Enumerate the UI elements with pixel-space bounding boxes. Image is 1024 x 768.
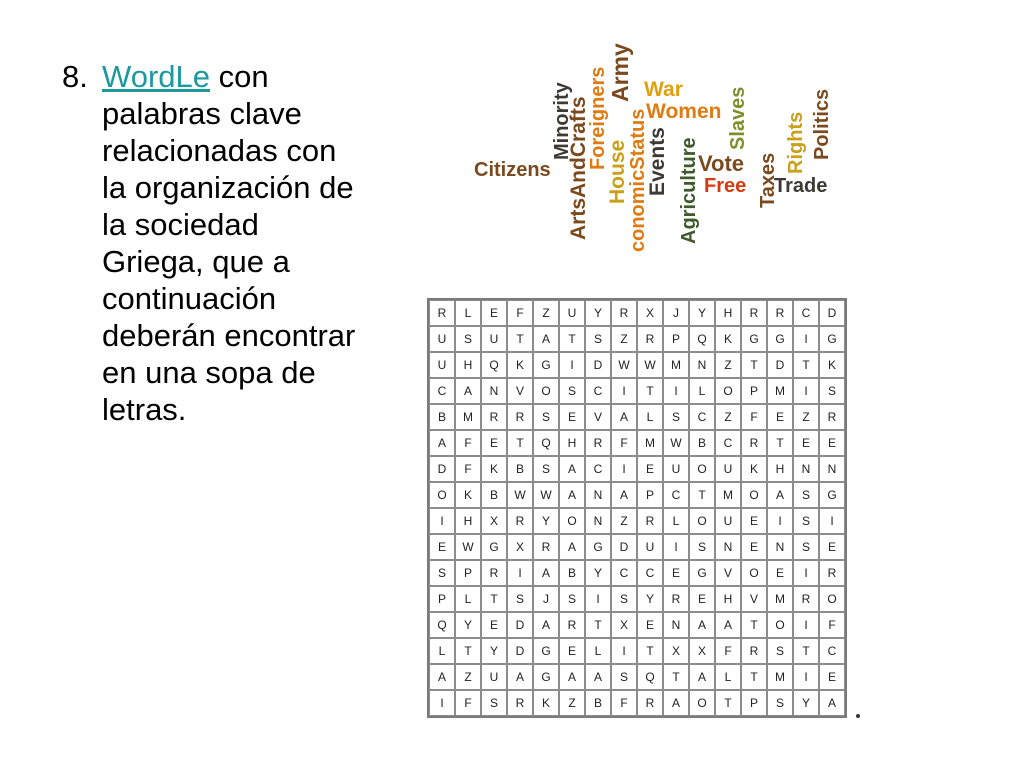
grid-cell: R — [819, 404, 845, 430]
grid-cell: S — [481, 690, 507, 716]
grid-cell: F — [455, 456, 481, 482]
grid-cell: N — [715, 534, 741, 560]
grid-cell: G — [481, 534, 507, 560]
grid-cell: L — [455, 586, 481, 612]
grid-cell: O — [819, 586, 845, 612]
grid-cell: N — [481, 378, 507, 404]
grid-cell: B — [689, 430, 715, 456]
grid-cell: T — [585, 612, 611, 638]
grid-cell: S — [793, 508, 819, 534]
grid-cell: L — [637, 404, 663, 430]
grid-cell: X — [507, 534, 533, 560]
grid-cell: U — [429, 352, 455, 378]
grid-cell: S — [559, 586, 585, 612]
grid-cell: T — [481, 586, 507, 612]
grid-cell: S — [533, 456, 559, 482]
grid-cell: R — [611, 300, 637, 326]
grid-cell: I — [585, 586, 611, 612]
grid-cell: S — [793, 534, 819, 560]
grid-cell: U — [715, 456, 741, 482]
grid-cell: E — [481, 612, 507, 638]
grid-cell: H — [767, 456, 793, 482]
grid-cell: Y — [533, 508, 559, 534]
grid-cell: S — [793, 482, 819, 508]
word-army: Army — [607, 43, 633, 102]
grid-cell: E — [741, 508, 767, 534]
slide-text — [62, 58, 362, 428]
grid-cell: I — [507, 560, 533, 586]
grid-cell: F — [819, 612, 845, 638]
grid-cell: V — [715, 560, 741, 586]
grid-cell: T — [507, 326, 533, 352]
grid-cell: X — [481, 508, 507, 534]
grid-cell: T — [507, 430, 533, 456]
grid-cell: T — [689, 482, 715, 508]
grid-cell: R — [767, 300, 793, 326]
grid-cell: L — [689, 378, 715, 404]
grid-cell: E — [481, 430, 507, 456]
grid-cell: E — [819, 664, 845, 690]
grid-cell: M — [455, 404, 481, 430]
grid-cell: R — [637, 690, 663, 716]
grid-cell: S — [767, 638, 793, 664]
grid-cell: T — [559, 326, 585, 352]
grid-cell: I — [663, 378, 689, 404]
grid-cell: L — [663, 508, 689, 534]
grid-cell: K — [715, 326, 741, 352]
grid-cell: A — [559, 534, 585, 560]
grid-cell: C — [637, 560, 663, 586]
grid-cell: T — [455, 638, 481, 664]
grid-cell: Q — [689, 326, 715, 352]
word-taxes: Taxes — [757, 152, 779, 208]
grid-cell: C — [585, 378, 611, 404]
grid-cell: C — [793, 300, 819, 326]
grid-cell: I — [793, 378, 819, 404]
grid-cell: A — [767, 482, 793, 508]
grid-cell: A — [455, 378, 481, 404]
grid-cell: R — [637, 326, 663, 352]
item-number: 8. — [62, 59, 88, 94]
grid-cell: A — [559, 664, 585, 690]
grid-cell: X — [663, 638, 689, 664]
grid-cell: R — [819, 560, 845, 586]
grid-cell: B — [507, 456, 533, 482]
slide-marker-dot — [856, 714, 860, 718]
grid-cell: A — [533, 612, 559, 638]
grid-cell: A — [585, 664, 611, 690]
grid-cell: W — [663, 430, 689, 456]
grid-cell: O — [689, 456, 715, 482]
grid-cell: L — [429, 638, 455, 664]
grid-cell: F — [455, 690, 481, 716]
grid-cell: E — [481, 300, 507, 326]
word-rights: Rights — [785, 111, 807, 174]
grid-cell: T — [663, 664, 689, 690]
grid-cell: F — [611, 430, 637, 456]
grid-cell: E — [559, 638, 585, 664]
grid-cell: T — [741, 352, 767, 378]
grid-cell: S — [689, 534, 715, 560]
grid-cell: A — [611, 404, 637, 430]
grid-cell: Q — [481, 352, 507, 378]
grid-cell: W — [533, 482, 559, 508]
grid-cell: G — [741, 326, 767, 352]
grid-cell: G — [533, 664, 559, 690]
grid-cell: P — [741, 378, 767, 404]
grid-cell: T — [793, 638, 819, 664]
grid-cell: S — [767, 690, 793, 716]
grid-cell: F — [611, 690, 637, 716]
grid-cell: I — [819, 508, 845, 534]
grid-cell: A — [533, 326, 559, 352]
grid-cell: D — [767, 352, 793, 378]
grid-cell: G — [533, 352, 559, 378]
grid-cell: A — [715, 612, 741, 638]
grid-cell: I — [793, 326, 819, 352]
grid-cell: O — [533, 378, 559, 404]
grid-cell: M — [637, 430, 663, 456]
grid-cell: Y — [689, 300, 715, 326]
grid-cell: F — [507, 300, 533, 326]
grid-cell: W — [507, 482, 533, 508]
grid-cell: I — [429, 690, 455, 716]
word-foreigners: Foreigners — [587, 66, 609, 170]
grid-cell: I — [559, 352, 585, 378]
grid-cell: E — [637, 612, 663, 638]
grid-cell: H — [455, 508, 481, 534]
grid-cell: N — [819, 456, 845, 482]
grid-cell: R — [741, 430, 767, 456]
grid-cell: Z — [793, 404, 819, 430]
grid-cell: A — [663, 690, 689, 716]
grid-cell: E — [819, 534, 845, 560]
grid-cell: P — [429, 586, 455, 612]
grid-cell: U — [481, 326, 507, 352]
grid-cell: M — [767, 378, 793, 404]
grid-cell: Y — [455, 612, 481, 638]
grid-cell: R — [741, 300, 767, 326]
grid-cell: D — [507, 638, 533, 664]
grid-cell: V — [585, 404, 611, 430]
grid-cell: G — [767, 326, 793, 352]
word-cloud-image — [468, 42, 848, 264]
word-slaves: Slaves — [727, 86, 749, 150]
grid-cell: C — [663, 482, 689, 508]
grid-cell: R — [429, 300, 455, 326]
grid-cell: Q — [429, 612, 455, 638]
grid-cell: L — [715, 664, 741, 690]
word-women: Women — [646, 100, 722, 123]
grid-cell: S — [429, 560, 455, 586]
grid-cell: R — [663, 586, 689, 612]
grid-cell: X — [611, 612, 637, 638]
word-free: Free — [704, 175, 747, 197]
grid-cell: Z — [611, 508, 637, 534]
grid-cell: G — [585, 534, 611, 560]
grid-cell: I — [611, 378, 637, 404]
grid-cell: A — [559, 456, 585, 482]
grid-cell: D — [819, 300, 845, 326]
grid-cell: S — [559, 378, 585, 404]
grid-cell: P — [637, 482, 663, 508]
grid-cell: N — [663, 612, 689, 638]
grid-cell: R — [585, 430, 611, 456]
grid-cell: E — [741, 534, 767, 560]
grid-cell: R — [533, 534, 559, 560]
grid-cell: A — [689, 664, 715, 690]
grid-cell: R — [507, 404, 533, 430]
grid-cell: B — [559, 560, 585, 586]
grid-cell: U — [637, 534, 663, 560]
grid-cell: K — [507, 352, 533, 378]
word-events: Events — [646, 127, 669, 196]
grid-cell: N — [585, 482, 611, 508]
grid-cell: F — [455, 430, 481, 456]
grid-cell: C — [689, 404, 715, 430]
grid-cell: E — [637, 456, 663, 482]
grid-cell: O — [715, 378, 741, 404]
grid-cell: A — [819, 690, 845, 716]
grid-cell: N — [793, 456, 819, 482]
grid-cell: K — [741, 456, 767, 482]
grid-cell: Z — [533, 300, 559, 326]
word-search-grid — [427, 298, 847, 718]
grid-cell: G — [819, 482, 845, 508]
grid-cell: Z — [611, 326, 637, 352]
grid-cell: C — [429, 378, 455, 404]
grid-cell: T — [767, 430, 793, 456]
grid-cell: N — [689, 352, 715, 378]
grid-cell: E — [767, 404, 793, 430]
grid-cell: B — [481, 482, 507, 508]
grid-cell: O — [559, 508, 585, 534]
grid-cell: E — [559, 404, 585, 430]
grid-cell: R — [559, 612, 585, 638]
grid-cell: H — [455, 352, 481, 378]
grid-cell: U — [429, 326, 455, 352]
grid-cell: I — [663, 534, 689, 560]
grid-cell: V — [507, 378, 533, 404]
grid-cell: A — [429, 430, 455, 456]
grid-cell: N — [585, 508, 611, 534]
grid-cell: S — [819, 378, 845, 404]
grid-cell: D — [507, 612, 533, 638]
grid-cell: S — [507, 586, 533, 612]
grid-cell: R — [507, 508, 533, 534]
word-artsandcrafts: ArtsAndCrafts — [567, 96, 590, 240]
word-vote: Vote — [698, 151, 745, 176]
grid-cell: E — [819, 430, 845, 456]
grid-cell: J — [533, 586, 559, 612]
grid-cell: Q — [533, 430, 559, 456]
grid-cell: Q — [637, 664, 663, 690]
grid-cell: U — [715, 508, 741, 534]
grid-cell: D — [429, 456, 455, 482]
grid-cell: P — [455, 560, 481, 586]
grid-cell: E — [429, 534, 455, 560]
grid-cell: K — [819, 352, 845, 378]
item-description: con palabras clave relacionadas con la organización de la sociedad Griega, que a continuación deberán encontrar en una sopa de letras. — [102, 59, 356, 427]
grid-cell: L — [585, 638, 611, 664]
grid-cell: M — [715, 482, 741, 508]
grid-cell: Y — [637, 586, 663, 612]
grid-cell: I — [429, 508, 455, 534]
grid-cell: K — [481, 456, 507, 482]
grid-cell: H — [559, 430, 585, 456]
grid-cell: J — [663, 300, 689, 326]
grid-cell: S — [611, 664, 637, 690]
grid-cell: I — [793, 560, 819, 586]
grid-cell: G — [533, 638, 559, 664]
grid-cell: Y — [481, 638, 507, 664]
grid-cell: W — [637, 352, 663, 378]
word-trade: Trade — [774, 175, 828, 197]
grid-cell: P — [741, 690, 767, 716]
grid-cell: Z — [715, 404, 741, 430]
grid-cell: X — [689, 638, 715, 664]
grid-cell: G — [819, 326, 845, 352]
grid-cell: E — [663, 560, 689, 586]
grid-cell: V — [741, 586, 767, 612]
grid-cell: N — [767, 534, 793, 560]
grid-cell: A — [429, 664, 455, 690]
grid-cell: D — [611, 534, 637, 560]
grid-cell: I — [793, 664, 819, 690]
grid-cell: Z — [715, 352, 741, 378]
grid-cell: B — [585, 690, 611, 716]
grid-cell: S — [533, 404, 559, 430]
grid-cell: H — [715, 300, 741, 326]
grid-cell: R — [793, 586, 819, 612]
grid-cell: T — [637, 378, 663, 404]
grid-cell: G — [689, 560, 715, 586]
grid-cell: O — [767, 612, 793, 638]
grid-cell: K — [533, 690, 559, 716]
grid-cell: O — [741, 482, 767, 508]
grid-cell: D — [585, 352, 611, 378]
grid-cell: U — [481, 664, 507, 690]
grid-cell: A — [507, 664, 533, 690]
item-body — [102, 58, 362, 428]
grid-cell: X — [637, 300, 663, 326]
grid-cell: O — [689, 508, 715, 534]
grid-cell: S — [611, 586, 637, 612]
grid-cell: L — [455, 300, 481, 326]
grid-cell: O — [741, 560, 767, 586]
grid-cell: C — [715, 430, 741, 456]
word-minority: Minority — [551, 82, 573, 160]
grid-cell: Y — [585, 560, 611, 586]
word-war: War — [644, 78, 683, 101]
grid-cell: M — [663, 352, 689, 378]
word-citizens: Citizens — [474, 159, 551, 181]
grid-cell: R — [637, 508, 663, 534]
grid-cell: T — [793, 352, 819, 378]
grid-cell: K — [455, 482, 481, 508]
grid-cell: M — [767, 664, 793, 690]
grid-cell: E — [793, 430, 819, 456]
grid-cell: A — [611, 482, 637, 508]
grid-cell: I — [611, 638, 637, 664]
grid-cell: W — [611, 352, 637, 378]
word-agriculture: Agriculture — [678, 137, 700, 244]
grid-cell: Y — [793, 690, 819, 716]
grid-cell: T — [637, 638, 663, 664]
grid-cell: P — [663, 326, 689, 352]
grid-cell: S — [663, 404, 689, 430]
grid-cell: C — [585, 456, 611, 482]
grid-cell: E — [689, 586, 715, 612]
grid-cell: R — [481, 560, 507, 586]
grid-cell: C — [611, 560, 637, 586]
grid-cell: Z — [455, 664, 481, 690]
grid-cell: Z — [559, 690, 585, 716]
grid-cell: A — [533, 560, 559, 586]
grid-cell: A — [689, 612, 715, 638]
grid-cell: T — [741, 664, 767, 690]
grid-cell: H — [715, 586, 741, 612]
word-conomicstatus: conomicStatus — [627, 108, 649, 252]
grid-cell: Y — [585, 300, 611, 326]
grid-cell: U — [559, 300, 585, 326]
grid-cell: U — [663, 456, 689, 482]
grid-cell: O — [689, 690, 715, 716]
grid-cell: E — [767, 560, 793, 586]
grid-cell: W — [455, 534, 481, 560]
grid-cell: M — [767, 586, 793, 612]
grid-cell: S — [455, 326, 481, 352]
grid-cell: B — [429, 404, 455, 430]
grid-cell: I — [767, 508, 793, 534]
grid-cell: T — [741, 612, 767, 638]
grid-cell: T — [715, 690, 741, 716]
grid-cell: F — [715, 638, 741, 664]
grid-cell: A — [559, 482, 585, 508]
grid-cell: R — [481, 404, 507, 430]
grid-cell: R — [741, 638, 767, 664]
grid-cell: S — [585, 326, 611, 352]
grid-cell: C — [819, 638, 845, 664]
grid-cell: F — [741, 404, 767, 430]
grid-cell: O — [429, 482, 455, 508]
grid-cell: I — [611, 456, 637, 482]
grid-cell: R — [507, 690, 533, 716]
word-politics: Politics — [811, 88, 833, 160]
word-house: House — [606, 139, 629, 204]
wordle-link[interactable]: WordLe — [102, 59, 210, 94]
word-cloud-svg — [468, 42, 848, 264]
grid-cell: I — [793, 612, 819, 638]
